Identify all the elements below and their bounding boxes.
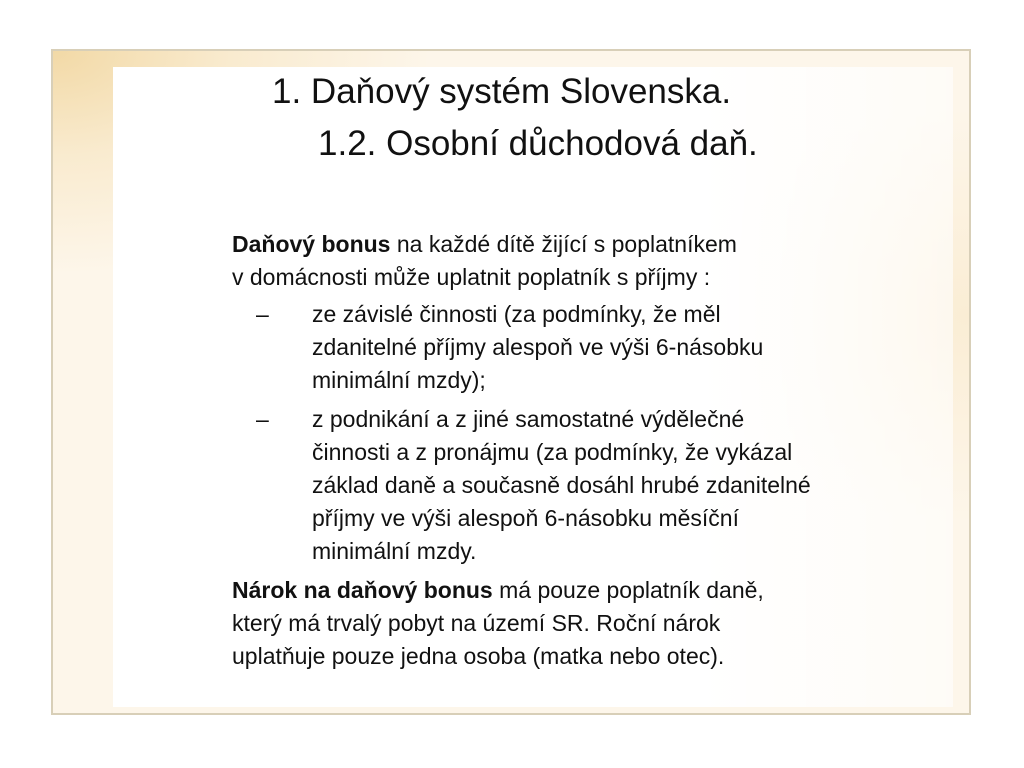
dash-bullet: – [256, 301, 269, 327]
intro-bold: Daňový bonus [232, 231, 391, 257]
intro-paragraph [232, 228, 952, 294]
bullet-line: minimální mzdy); [312, 367, 486, 393]
bullet-line: z podnikání a z jiné samostatné výdělečné [312, 406, 745, 432]
closing-text-line-3: uplatňuje pouze jedna osoba (matka nebo otec). [232, 643, 725, 669]
bullet-line: činnosti a z pronájmu (za podmínky, že vykázal [312, 439, 793, 465]
closing-text-line-2: který má trvalý pobyt na území SR. Roční nárok [232, 610, 721, 636]
bullet-list [232, 298, 952, 568]
list-item [232, 298, 952, 397]
bullet-line: základ daně a současně dosáhl hrubé zdanitelné [312, 472, 811, 498]
bullet-line: příjmy ve výši alespoň 6-násobku měsíční [312, 505, 739, 531]
bullet-line: minimální mzdy. [312, 538, 477, 564]
dash-bullet: – [256, 406, 269, 432]
closing-paragraph [232, 574, 952, 673]
closing-bold: Nárok na daňový bonus [232, 577, 493, 603]
slide-title: 1. Daňový systém Slovenska. [272, 72, 732, 111]
slide-subtitle: 1.2. Osobní důchodová daň. [318, 124, 758, 163]
bullet-line: ze závislé činnosti (za podmínky, že měl [312, 301, 721, 327]
intro-text-line-1: na každé dítě žijící s poplatníkem [390, 231, 737, 257]
closing-text-line-1: má pouze poplatník daně, [492, 577, 764, 603]
intro-text-line-2: v domácnosti může uplatnit poplatník s příjmy : [232, 264, 711, 290]
bullet-line: zdanitelné příjmy alespoň ve výši 6-násobku [312, 334, 764, 360]
list-item [232, 403, 952, 568]
slide-body [232, 228, 952, 673]
